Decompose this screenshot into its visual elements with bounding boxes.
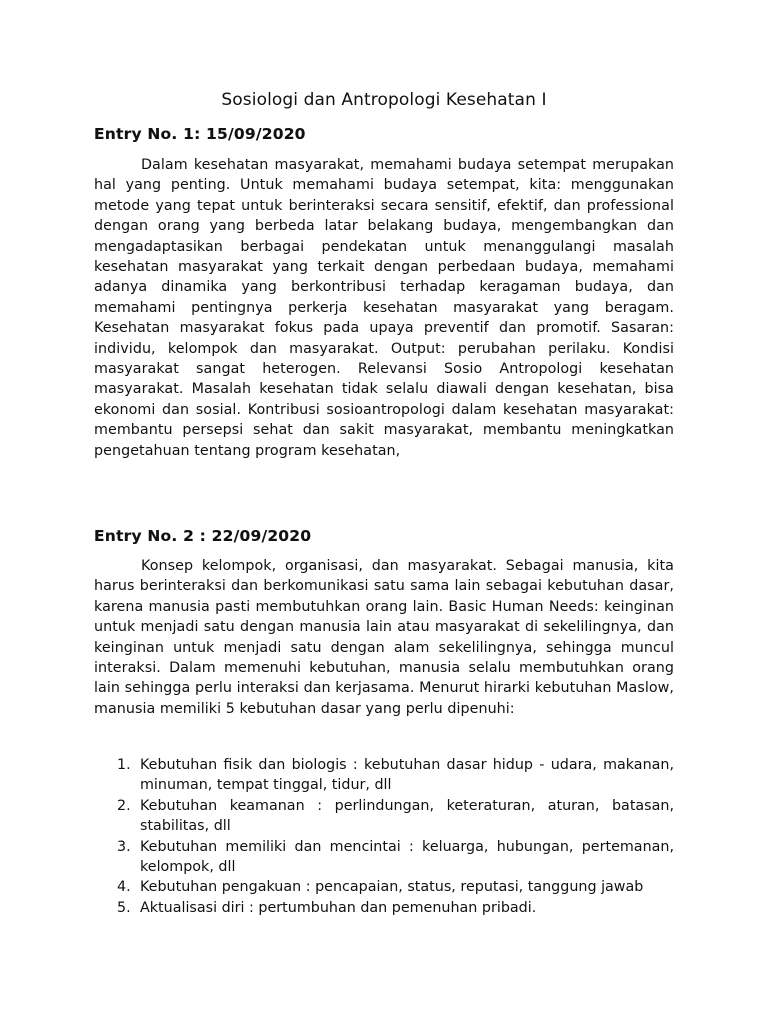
list-item-text: Kebutuhan memiliki dan mencintai : keluarga, hubungan, pertemanan, kelompok, dll [140,838,674,876]
list-item-number: 1. [117,757,131,773]
entry-2-paragraph: Konsep kelompok, organisasi, dan masyarakat. Sebagai manusia, kita harus berinteraksi dan berkomunikasi satu sama lain sebagai kebutuhan dasar, karena manusia pasti membutuhkan orang lain. Basic Human Needs: keinginan untuk menjadi satu dengan manusia lain atau masyarakat di sekelilingnya, dan keinginan untuk menjadi satu dengan alam sekelilingnya, sehingga muncul interaksi. Dalam memenuhi kebutuhan, manusia selalu membutuhkan orang lain sehingga perlu interaksi dan kerjasama. Menurut hirarki kebutuhan Maslow, manusia memiliki 5 kebutuhan dasar yang perlu dipenuhi: [94,558,674,717]
entry-1-heading: Entry No. 1: 15/09/2020 [94,125,306,143]
entry-2-heading: Entry No. 2 : 22/09/2020 [94,527,312,545]
entry-1-paragraph: Dalam kesehatan masyarakat, memahami budaya setempat merupakan hal yang penting. Untuk memahami budaya setempat, kita: menggunakan metode yang tepat untuk berinteraksi secara sensitif, efektif, dan professional dengan orang yang berbeda latar belakang budaya, mengembangkan dan mengadaptasikan berbagai pendekatan untuk menanggulangi masalah kesehatan masyarakat yang terkait dengan perbedaan budaya, memahami adanya dinamika yang berkontribusi terhadap keragaman budaya, dan memahami pentingnya perkerja kesehatan masyarakat yang beragam. Kesehatan masyarakat fokus pada upaya preventif dan promotif. Sasaran: individu, kelompok dan masyarakat. Output: perubahan perilaku. Kondisi masyarakat sangat heterogen. Relevansi Sosio Antropologi kesehatan masyarakat. Masalah kesehatan tidak selalu diawali dengan kesehatan, bisa ekonomi dan sosial. Kontribusi sosioantropologi dalam kesehatan masyarakat: membantu persepsi sehat dan sakit masyarakat, membantu meningkatkan pengetahuan tentang program kesehatan, [94,157,674,459]
list-item-text: Kebutuhan keamanan : perlindungan, keteraturan, aturan, batasan, stabilitas, dll [140,797,674,835]
list-item-number: 3. [117,838,131,855]
list-item [94,796,674,837]
list-item-text: Kebutuhan pengakuan : pencapaian, status, reputasi, tanggung jawab [140,879,644,896]
list-item-text: Kebutuhan fisik dan biologis : kebutuhan dasar hidup - udara, makanan, minuman, tempat tinggal, tidur, dll [140,757,674,794]
list-item-text: Aktualisasi diri : pertumbuhan dan pemenuhan pribadi. [140,899,537,916]
list-item-number: 2. [117,797,131,814]
list-item-number: 5. [117,899,131,916]
document-title: Sosiologi dan Antropologi Kesehatan I [221,90,547,110]
list-item [94,898,674,918]
maslow-needs-list [94,755,674,918]
list-item [94,755,674,796]
list-item [94,877,674,897]
list-item [94,837,674,878]
list-item-number: 4. [117,879,131,896]
